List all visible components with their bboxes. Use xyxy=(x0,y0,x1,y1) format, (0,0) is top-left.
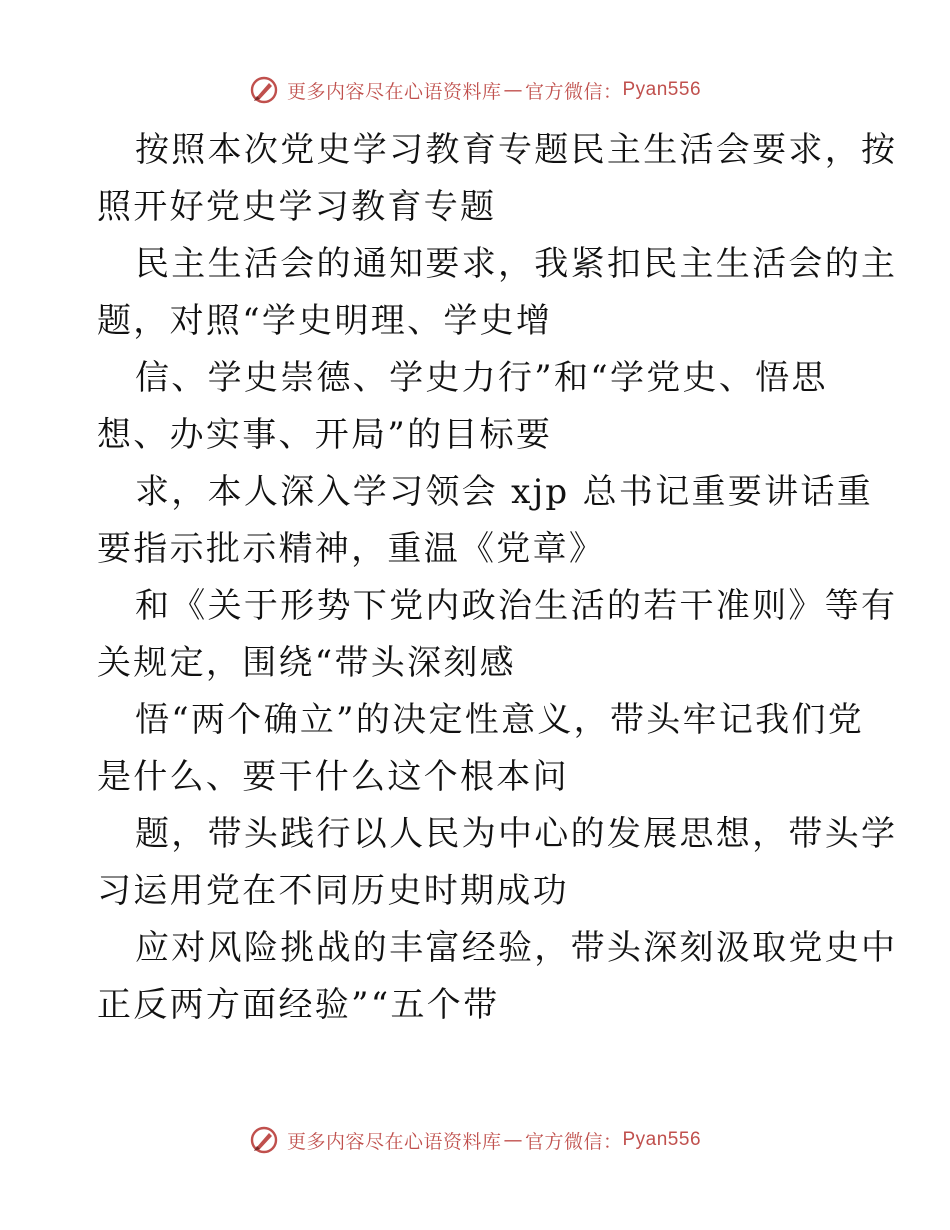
pen-logo-icon xyxy=(249,1125,279,1155)
body-line: 和《关于形势下党内政治生活的若干准则》等有 xyxy=(135,586,898,626)
banner-wechat-label: 官方微信： xyxy=(524,80,623,103)
body-line: 习运用党在不同历史时期成功 xyxy=(97,871,569,911)
header-banner xyxy=(0,70,950,110)
body-line: 应对风险挑战的丰富经验，带头深刻汲取党史中 xyxy=(135,928,898,968)
banner-handle: Pyan556 xyxy=(622,1129,702,1150)
banner-text: 更多内容尽在心语资料库 xyxy=(286,80,502,103)
banner-separator: — xyxy=(503,1129,523,1151)
body-line: 照开好党史学习教育专题 xyxy=(97,187,497,227)
body-line: 悟“两个确立”的决定性意义，带头牢记我们党 xyxy=(135,700,865,740)
body-line: 正反两方面经验”“五个带 xyxy=(97,985,500,1025)
body-line: 信、学史崇德、学史力行”和“学党史、悟思 xyxy=(135,358,828,398)
body-line: 是什么、要干什么这个根本问 xyxy=(97,757,569,797)
banner-wechat-label: 官方微信： xyxy=(524,1130,623,1153)
banner-text: 更多内容尽在心语资料库 xyxy=(286,1130,502,1153)
banner-separator: — xyxy=(503,79,523,101)
body-line: 题，带头践行以人民为中心的发展思想，带头学 xyxy=(135,814,898,854)
document-body xyxy=(97,122,898,1034)
pen-logo-icon xyxy=(249,75,279,105)
body-line: 按照本次党史学习教育专题民主生活会要求，按 xyxy=(135,130,898,170)
banner-handle: Pyan556 xyxy=(622,79,702,100)
footer-banner xyxy=(0,1120,950,1160)
body-line: 民主生活会的通知要求，我紧扣民主生活会的主 xyxy=(135,244,898,284)
body-line: 想、办实事、开局”的目标要 xyxy=(97,415,553,455)
body-line: 求，本人深入学习领会 xjp 总书记重要讲话重 xyxy=(135,472,873,512)
body-line: 题，对照“学史明理、学史增 xyxy=(97,301,553,341)
body-line: 关规定，围绕“带头深刻感 xyxy=(97,643,516,683)
body-line: 要指示批示精神，重温《党章》 xyxy=(97,529,606,569)
